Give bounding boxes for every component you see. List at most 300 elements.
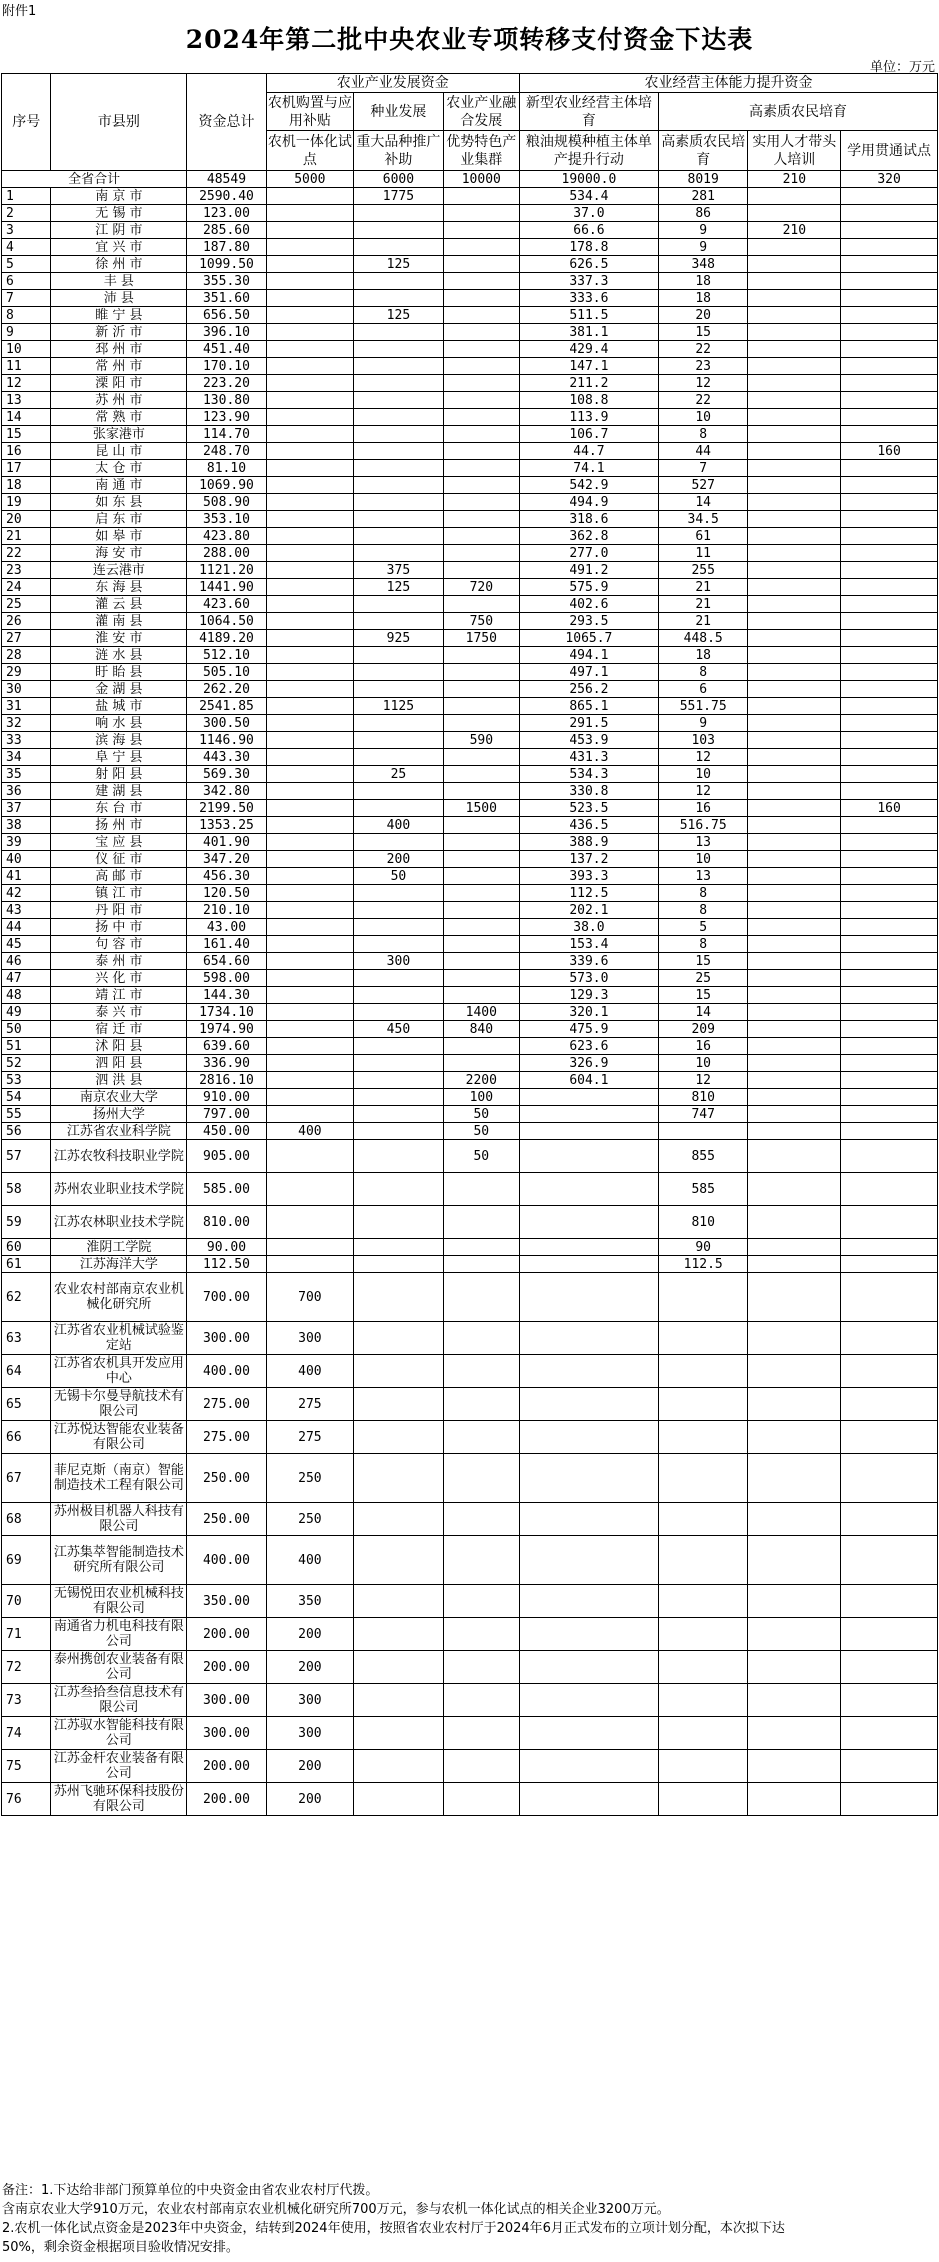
row-b1: 431.3 (519, 749, 658, 766)
table-row (2, 953, 938, 970)
row-total: 81.10 (187, 460, 266, 477)
row-b2: 61 (658, 528, 748, 545)
row-total: 2541.85 (187, 698, 266, 715)
row-a2 (354, 511, 444, 528)
row-b2: 15 (658, 324, 748, 341)
row-b2: 551.75 (658, 698, 748, 715)
row-a3 (443, 1273, 519, 1322)
row-total: 443.30 (187, 749, 266, 766)
row-total: 1099.50 (187, 256, 266, 273)
row-region: 阜 宁 县 (51, 749, 187, 766)
table-row (2, 409, 938, 426)
row-b4 (841, 256, 938, 273)
row-b3 (748, 511, 841, 528)
row-region: 溧 阳 市 (51, 375, 187, 392)
row-total: 200.00 (187, 1783, 266, 1816)
row-total: 285.60 (187, 222, 266, 239)
row-region: 南 通 市 (51, 477, 187, 494)
row-total: 810.00 (187, 1206, 266, 1239)
row-b4 (841, 545, 938, 562)
row-a3 (443, 1421, 519, 1454)
row-b2: 18 (658, 273, 748, 290)
row-b1 (519, 1750, 658, 1783)
row-a2 (354, 290, 444, 307)
row-b2: 8 (658, 936, 748, 953)
row-region: 新 沂 市 (51, 324, 187, 341)
row-b1 (519, 1421, 658, 1454)
row-region: 东 海 县 (51, 579, 187, 596)
row-region: 如 皋 市 (51, 528, 187, 545)
row-a3 (443, 273, 519, 290)
row-b4 (841, 630, 938, 647)
row-a1 (266, 715, 354, 732)
row-region: 苏州极目机器人科技有限公司 (51, 1503, 187, 1536)
row-a3 (443, 834, 519, 851)
row-a1 (266, 681, 354, 698)
row-region: 金 湖 县 (51, 681, 187, 698)
row-b2: 13 (658, 868, 748, 885)
row-b1: 542.9 (519, 477, 658, 494)
row-b4 (841, 834, 938, 851)
row-b2: 15 (658, 987, 748, 1004)
row-a1 (266, 783, 354, 800)
row-region: 苏 州 市 (51, 392, 187, 409)
row-a3 (443, 1684, 519, 1717)
row-region: 连云港市 (51, 562, 187, 579)
row-b2: 14 (658, 1004, 748, 1021)
row-total: 170.10 (187, 358, 266, 375)
row-total: 1974.90 (187, 1021, 266, 1038)
row-region: 常 州 市 (51, 358, 187, 375)
row-b4 (841, 1684, 938, 1717)
row-b4 (841, 613, 938, 630)
table-row (2, 817, 938, 834)
row-a3 (443, 970, 519, 987)
row-a1: 300 (266, 1322, 354, 1355)
table-row (2, 851, 938, 868)
row-b2 (658, 1503, 748, 1536)
row-region: 沭 阳 县 (51, 1038, 187, 1055)
table-row (2, 562, 938, 579)
row-a1 (266, 987, 354, 1004)
row-b4 (841, 1651, 938, 1684)
row-b2 (658, 1750, 748, 1783)
row-a1 (266, 630, 354, 647)
row-b3 (748, 783, 841, 800)
row-region: 南京农业大学 (51, 1089, 187, 1106)
row-a3: 750 (443, 613, 519, 630)
row-b1: 494.1 (519, 647, 658, 664)
table-row (2, 392, 938, 409)
row-b4 (841, 1106, 938, 1123)
row-a3 (443, 188, 519, 205)
row-b2: 23 (658, 358, 748, 375)
row-b4 (841, 494, 938, 511)
row-a1: 300 (266, 1717, 354, 1750)
row-a1 (266, 851, 354, 868)
row-b4 (841, 1072, 938, 1089)
row-seq: 61 (2, 1256, 51, 1273)
row-b4 (841, 783, 938, 800)
row-a1 (266, 1239, 354, 1256)
table-row (2, 273, 938, 290)
row-b3 (748, 358, 841, 375)
row-a2 (354, 358, 444, 375)
row-b2: 25 (658, 970, 748, 987)
row-b4 (841, 596, 938, 613)
row-total: 1146.90 (187, 732, 266, 749)
row-a2: 125 (354, 256, 444, 273)
row-a1: 250 (266, 1503, 354, 1536)
row-b3 (748, 1072, 841, 1089)
row-total: 1353.25 (187, 817, 266, 834)
row-seq: 55 (2, 1106, 51, 1123)
table-row (2, 834, 938, 851)
row-b2: 9 (658, 222, 748, 239)
row-a1 (266, 885, 354, 902)
row-seq: 25 (2, 596, 51, 613)
row-total: 508.90 (187, 494, 266, 511)
row-region: 句 容 市 (51, 936, 187, 953)
row-a3 (443, 477, 519, 494)
row-total: 639.60 (187, 1038, 266, 1055)
row-b1 (519, 1585, 658, 1618)
row-b2: 22 (658, 392, 748, 409)
table-row (2, 545, 938, 562)
row-a2 (354, 834, 444, 851)
row-b4 (841, 1536, 938, 1585)
row-a2: 375 (354, 562, 444, 579)
row-seq: 9 (2, 324, 51, 341)
row-b3 (748, 1684, 841, 1717)
row-b4 (841, 1273, 938, 1322)
row-a1 (266, 528, 354, 545)
row-b2 (658, 1618, 748, 1651)
row-b4 (841, 1585, 938, 1618)
row-region: 江苏农牧科技职业学院 (51, 1140, 187, 1173)
row-a3 (443, 749, 519, 766)
row-b1: 453.9 (519, 732, 658, 749)
row-region: 江苏金杆农业装备有限公司 (51, 1750, 187, 1783)
row-b4 (841, 1322, 938, 1355)
row-b3 (748, 987, 841, 1004)
row-a2 (354, 596, 444, 613)
row-a1 (266, 409, 354, 426)
row-total: 585.00 (187, 1173, 266, 1206)
row-a3 (443, 511, 519, 528)
row-a2 (354, 1140, 444, 1173)
row-a2 (354, 477, 444, 494)
row-region: 无锡悦田农业机械科技有限公司 (51, 1585, 187, 1618)
row-region: 东 台 市 (51, 800, 187, 817)
row-b3 (748, 205, 841, 222)
row-seq: 62 (2, 1273, 51, 1322)
row-a3 (443, 1503, 519, 1536)
row-b3 (748, 613, 841, 630)
row-a3 (443, 1651, 519, 1684)
row-b2: 18 (658, 647, 748, 664)
row-b4 (841, 273, 938, 290)
row-seq: 15 (2, 426, 51, 443)
header-total: 资金总计 (187, 74, 266, 171)
table-row (2, 1072, 938, 1089)
row-a1 (266, 1173, 354, 1206)
row-a3 (443, 1717, 519, 1750)
row-total: 401.90 (187, 834, 266, 851)
row-a3 (443, 239, 519, 256)
row-b2: 7 (658, 460, 748, 477)
row-total: 598.00 (187, 970, 266, 987)
row-a3 (443, 307, 519, 324)
row-a2: 925 (354, 630, 444, 647)
row-b1 (519, 1322, 658, 1355)
row-b4 (841, 358, 938, 375)
row-seq: 38 (2, 817, 51, 834)
row-seq: 3 (2, 222, 51, 239)
summary-label: 全省合计 (2, 171, 187, 188)
row-b4 (841, 1421, 938, 1454)
row-a3 (443, 1256, 519, 1273)
row-b4 (841, 1503, 938, 1536)
row-b2: 112.5 (658, 1256, 748, 1273)
row-region: 建 湖 县 (51, 783, 187, 800)
row-a3 (443, 1618, 519, 1651)
row-b1: 865.1 (519, 698, 658, 715)
row-b1: 429.4 (519, 341, 658, 358)
table-row (2, 239, 938, 256)
row-b3 (748, 545, 841, 562)
row-b2 (658, 1388, 748, 1421)
row-region: 无锡卡尔曼导航技术有限公司 (51, 1388, 187, 1421)
row-a1 (266, 834, 354, 851)
row-b1: 108.8 (519, 392, 658, 409)
row-b3 (748, 664, 841, 681)
row-b3 (748, 885, 841, 902)
row-b3 (748, 409, 841, 426)
row-a1 (266, 613, 354, 630)
row-b1: 44.7 (519, 443, 658, 460)
row-a2 (354, 426, 444, 443)
row-total: 210.10 (187, 902, 266, 919)
table-row (2, 1123, 938, 1140)
row-b1: 113.9 (519, 409, 658, 426)
row-b3 (748, 1123, 841, 1140)
row-total: 120.50 (187, 885, 266, 902)
header-group-industry: 农业产业发展资金 (266, 74, 519, 93)
row-seq: 54 (2, 1089, 51, 1106)
row-seq: 51 (2, 1038, 51, 1055)
row-b2: 16 (658, 1038, 748, 1055)
row-a3 (443, 1038, 519, 1055)
row-a2 (354, 1421, 444, 1454)
row-a3 (443, 1783, 519, 1816)
row-seq: 64 (2, 1355, 51, 1388)
row-seq: 7 (2, 290, 51, 307)
row-b2: 209 (658, 1021, 748, 1038)
row-b1: 66.6 (519, 222, 658, 239)
row-b2: 9 (658, 715, 748, 732)
row-a2 (354, 1618, 444, 1651)
row-a1 (266, 239, 354, 256)
table-row (2, 766, 938, 783)
header-b3-sub: 实用人才带头人培训 (748, 131, 841, 171)
table-row (2, 511, 938, 528)
row-a3 (443, 392, 519, 409)
row-a3 (443, 222, 519, 239)
summary-b1: 19000.0 (519, 171, 658, 188)
row-a3 (443, 562, 519, 579)
row-b3 (748, 715, 841, 732)
row-b1 (519, 1173, 658, 1206)
row-region: 宿 迁 市 (51, 1021, 187, 1038)
table-row (2, 1173, 938, 1206)
row-a3 (443, 205, 519, 222)
row-b1 (519, 1651, 658, 1684)
row-a1 (266, 205, 354, 222)
table-row (2, 494, 938, 511)
row-seq: 33 (2, 732, 51, 749)
table-row (2, 222, 938, 239)
row-a1 (266, 1038, 354, 1055)
row-b4 (841, 987, 938, 1004)
row-b4 (841, 953, 938, 970)
summary-b2: 8019 (658, 171, 748, 188)
row-region: 徐 州 市 (51, 256, 187, 273)
row-b1 (519, 1454, 658, 1503)
row-b4 (841, 970, 938, 987)
row-b1 (519, 1140, 658, 1173)
row-seq: 26 (2, 613, 51, 630)
table-row (2, 715, 938, 732)
row-a3 (443, 1585, 519, 1618)
row-a2: 1775 (354, 188, 444, 205)
row-b4 (841, 851, 938, 868)
header-b1-top: 新型农业经营主体培育 (519, 93, 658, 131)
table-row (2, 1536, 938, 1585)
row-total: 350.00 (187, 1585, 266, 1618)
table-row (2, 1273, 938, 1322)
table-row (2, 1055, 938, 1072)
row-a2 (354, 783, 444, 800)
row-a1 (266, 1206, 354, 1239)
row-a1 (266, 919, 354, 936)
row-b3 (748, 1206, 841, 1239)
row-seq: 18 (2, 477, 51, 494)
row-a1 (266, 732, 354, 749)
row-a2 (354, 1239, 444, 1256)
row-b2: 8 (658, 426, 748, 443)
row-total: 656.50 (187, 307, 266, 324)
footnote-line: 2.农机一体化试点资金是2023年中央资金，结转到2024年使用，按照省农业农村厅于2024年6月正式发布的立项计划分配，本次拟下达 (2, 2221, 785, 2236)
row-seq: 1 (2, 188, 51, 205)
row-a3 (443, 868, 519, 885)
row-region: 江苏农林职业技术学院 (51, 1206, 187, 1239)
row-b2: 527 (658, 477, 748, 494)
row-a1: 200 (266, 1750, 354, 1783)
header-a3-top: 农业产业融合发展 (443, 93, 519, 131)
row-b2: 448.5 (658, 630, 748, 647)
row-a3 (443, 528, 519, 545)
row-seq: 42 (2, 885, 51, 902)
row-total: 342.80 (187, 783, 266, 800)
row-b4 (841, 732, 938, 749)
summary-a2: 6000 (354, 171, 444, 188)
row-b4 (841, 1355, 938, 1388)
row-seq: 5 (2, 256, 51, 273)
row-a1 (266, 188, 354, 205)
row-region: 响 水 县 (51, 715, 187, 732)
row-a2 (354, 205, 444, 222)
row-total: 288.00 (187, 545, 266, 562)
row-seq: 16 (2, 443, 51, 460)
row-a1: 200 (266, 1651, 354, 1684)
row-a3 (443, 1239, 519, 1256)
row-b2: 16 (658, 800, 748, 817)
row-seq: 19 (2, 494, 51, 511)
row-b2: 747 (658, 1106, 748, 1123)
row-a1: 275 (266, 1388, 354, 1421)
row-b3 (748, 1783, 841, 1816)
row-total: 200.00 (187, 1618, 266, 1651)
row-b2: 10 (658, 766, 748, 783)
row-a3 (443, 460, 519, 477)
row-a2: 450 (354, 1021, 444, 1038)
row-a3 (443, 936, 519, 953)
row-a2: 1125 (354, 698, 444, 715)
row-b1: 534.3 (519, 766, 658, 783)
row-a3 (443, 596, 519, 613)
row-b4 (841, 1021, 938, 1038)
header-b2-sub: 高素质农民培育 (658, 131, 748, 171)
row-region: 如 东 县 (51, 494, 187, 511)
table-row (2, 460, 938, 477)
row-a2: 200 (354, 851, 444, 868)
row-region: 江苏省农业科学院 (51, 1123, 187, 1140)
row-b3 (748, 239, 841, 256)
row-b3 (748, 256, 841, 273)
row-b3 (748, 902, 841, 919)
row-a2 (354, 1123, 444, 1140)
row-b2: 8 (658, 885, 748, 902)
row-a1: 400 (266, 1536, 354, 1585)
row-seq: 22 (2, 545, 51, 562)
table-row (2, 1322, 938, 1355)
row-total: 353.10 (187, 511, 266, 528)
row-b2: 6 (658, 681, 748, 698)
table-row (2, 732, 938, 749)
row-b2 (658, 1783, 748, 1816)
row-b1 (519, 1089, 658, 1106)
row-total: 336.90 (187, 1055, 266, 1072)
row-total: 123.90 (187, 409, 266, 426)
row-seq: 27 (2, 630, 51, 647)
row-region: 海 安 市 (51, 545, 187, 562)
row-b4 (841, 936, 938, 953)
row-total: 910.00 (187, 1089, 266, 1106)
table-row (2, 1140, 938, 1173)
row-b1: 137.2 (519, 851, 658, 868)
row-b1 (519, 1388, 658, 1421)
row-a2: 400 (354, 817, 444, 834)
row-b4 (841, 1038, 938, 1055)
table-row (2, 936, 938, 953)
row-seq: 76 (2, 1783, 51, 1816)
row-a3 (443, 664, 519, 681)
row-seq: 73 (2, 1684, 51, 1717)
table-row (2, 800, 938, 817)
row-a2 (354, 1503, 444, 1536)
row-a1: 250 (266, 1454, 354, 1503)
